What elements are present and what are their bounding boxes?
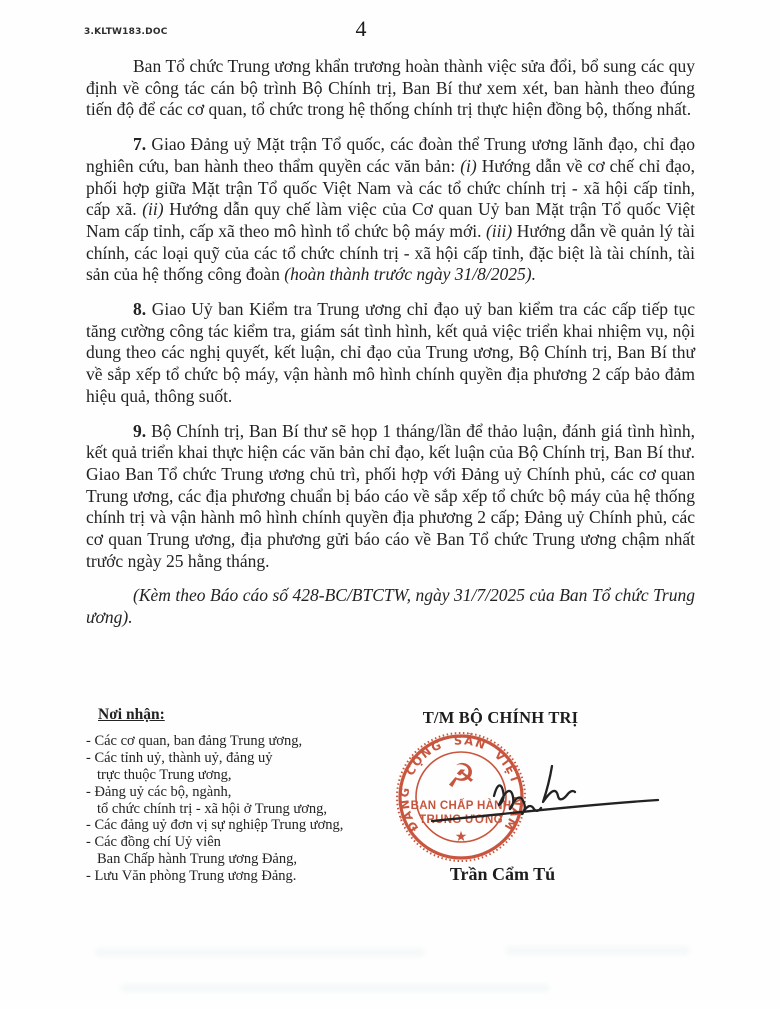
recipient-line: - Đảng uỷ các bộ, ngành,: [86, 783, 232, 800]
star-icon: ★: [454, 829, 468, 845]
hammer-sickle-icon: ☭: [446, 756, 476, 795]
stamp-center-line1: BAN CHẤP HÀNH: [410, 800, 512, 812]
page-number: 4: [355, 16, 367, 41]
recipient-line: Ban Chấp hành Trung ương Đảng,: [97, 851, 297, 868]
recipient-line: tổ chức chính trị - xã hội ở Trung ương,: [97, 800, 328, 817]
handwritten-signature: [428, 760, 663, 832]
scan-bleed-artifact: [95, 948, 425, 957]
paragraph-attachment-note: (Kèm theo Báo cáo số 428-BC/BTCTW, ngày 31/7/2025 của Ban Tổ chức Trung ương).: [86, 585, 695, 628]
stamp-center-line2: TRUNG ƯƠNG: [419, 814, 503, 826]
recipient-line: - Các đồng chí Uỷ viên: [86, 834, 221, 851]
paragraph-item-7: 7. Giao Đảng uỷ Mặt trận Tổ quốc, các đoàn thể Trung ương lãnh đạo, chỉ đạo nghiên cứu, ban hành theo thẩm quyền các văn bản: (i) Hướng dẫn về cơ chế chỉ đạo, phối hợp giữa Mặt trận Tổ quốc Việt Nam và các tổ chức chính trị - xã hội cấp tỉnh, cấp xã. (ii) Hướng dẫn quy chế làm việc của Cơ quan Uỷ ban Mặt trận Tổ quốc Việt Nam cấp tỉnh, cấp xã theo mô hình tổ chức bộ máy mới. (iii) Hướng dẫn về quản lý tài chính, các loại quỹ của các tổ chức chính trị - xã hội cấp tỉnh, đặc biệt là tài chính, tài sản của hệ thống công đoàn (hoàn thành trước ngày 31/8/2025).: [86, 134, 695, 285]
scan-bleed-artifact: [120, 984, 550, 992]
scan-bleed-artifact: [505, 946, 690, 955]
recipients-section: [86, 707, 396, 885]
recipient-line: - Các cơ quan, ban đảng Trung ương,: [86, 732, 303, 749]
stamp-ring-text: ĐẢNG CỘNG SẢN VIỆT NAM: [397, 733, 525, 835]
recipient-line: - Các tỉnh uỷ, thành uỷ, đảng uỷ: [86, 749, 273, 766]
recipients-label: Nơi nhận:: [98, 706, 165, 723]
paragraph-item-8: 8. Giao Uỷ ban Kiểm tra Trung ương chỉ đạo uỷ ban kiểm tra các cấp tiếp tục tăng cường công tác kiểm tra, giám sát tình hình, kết quả việc triển khai nhiệm vụ, nội dung theo các nghị quyết, kết luận, chỉ đạo của Trung ương, Bộ Chính trị, Ban Bí thư về sắp xếp tổ chức bộ máy, vận hành mô hình chính quyền địa phương 2 cấp bảo đảm hiệu quả, thông suốt.: [86, 299, 695, 406]
signer-name: Trần Cẩm Tú: [449, 864, 556, 884]
recipient-line: - Các đảng uỷ đơn vị sự nghiệp Trung ương,: [86, 817, 344, 834]
document-body: [86, 56, 695, 642]
doc-filename: 3.KLTW183.DOC: [84, 27, 168, 37]
signing-authority: T/M BỘ CHÍNH TRỊ: [422, 708, 579, 727]
paragraph-org-commission-task: Ban Tổ chức Trung ương khẩn trương hoàn thành việc sửa đổi, bổ sung các quy định về công tác cán bộ trình Bộ Chính trị, Ban Bí thư xem xét, ban hành theo đúng tiến độ để các cơ quan, tổ chức trong hệ thống chính trị thực hiện đồng bộ, thống nhất.: [86, 56, 695, 120]
recipient-line: - Lưu Văn phòng Trung ương Đảng.: [86, 868, 297, 885]
recipient-line: trực thuộc Trung ương,: [97, 766, 232, 783]
paragraph-item-9: 9. Bộ Chính trị, Ban Bí thư sẽ họp 1 tháng/lần để thảo luận, đánh giá tình hình, kết quả triển khai thực hiện các văn bản chỉ đạo, kết luận của Bộ Chính trị, Ban Bí thư. Giao Ban Tổ chức Trung ương chủ trì, phối hợp với Đảng uỷ Chính phủ, các cơ quan Trung ương, các địa phương chuẩn bị báo cáo về sắp xếp tổ chức bộ máy của hệ thống chính trị và vận hành mô hình chính quyền địa phương 2 cấp; Đảng uỷ Chính phủ, các cơ quan Trung ương, địa phương gửi báo cáo về Ban Tổ chức Trung ương chậm nhất trước ngày 25 hằng tháng.: [86, 420, 695, 571]
